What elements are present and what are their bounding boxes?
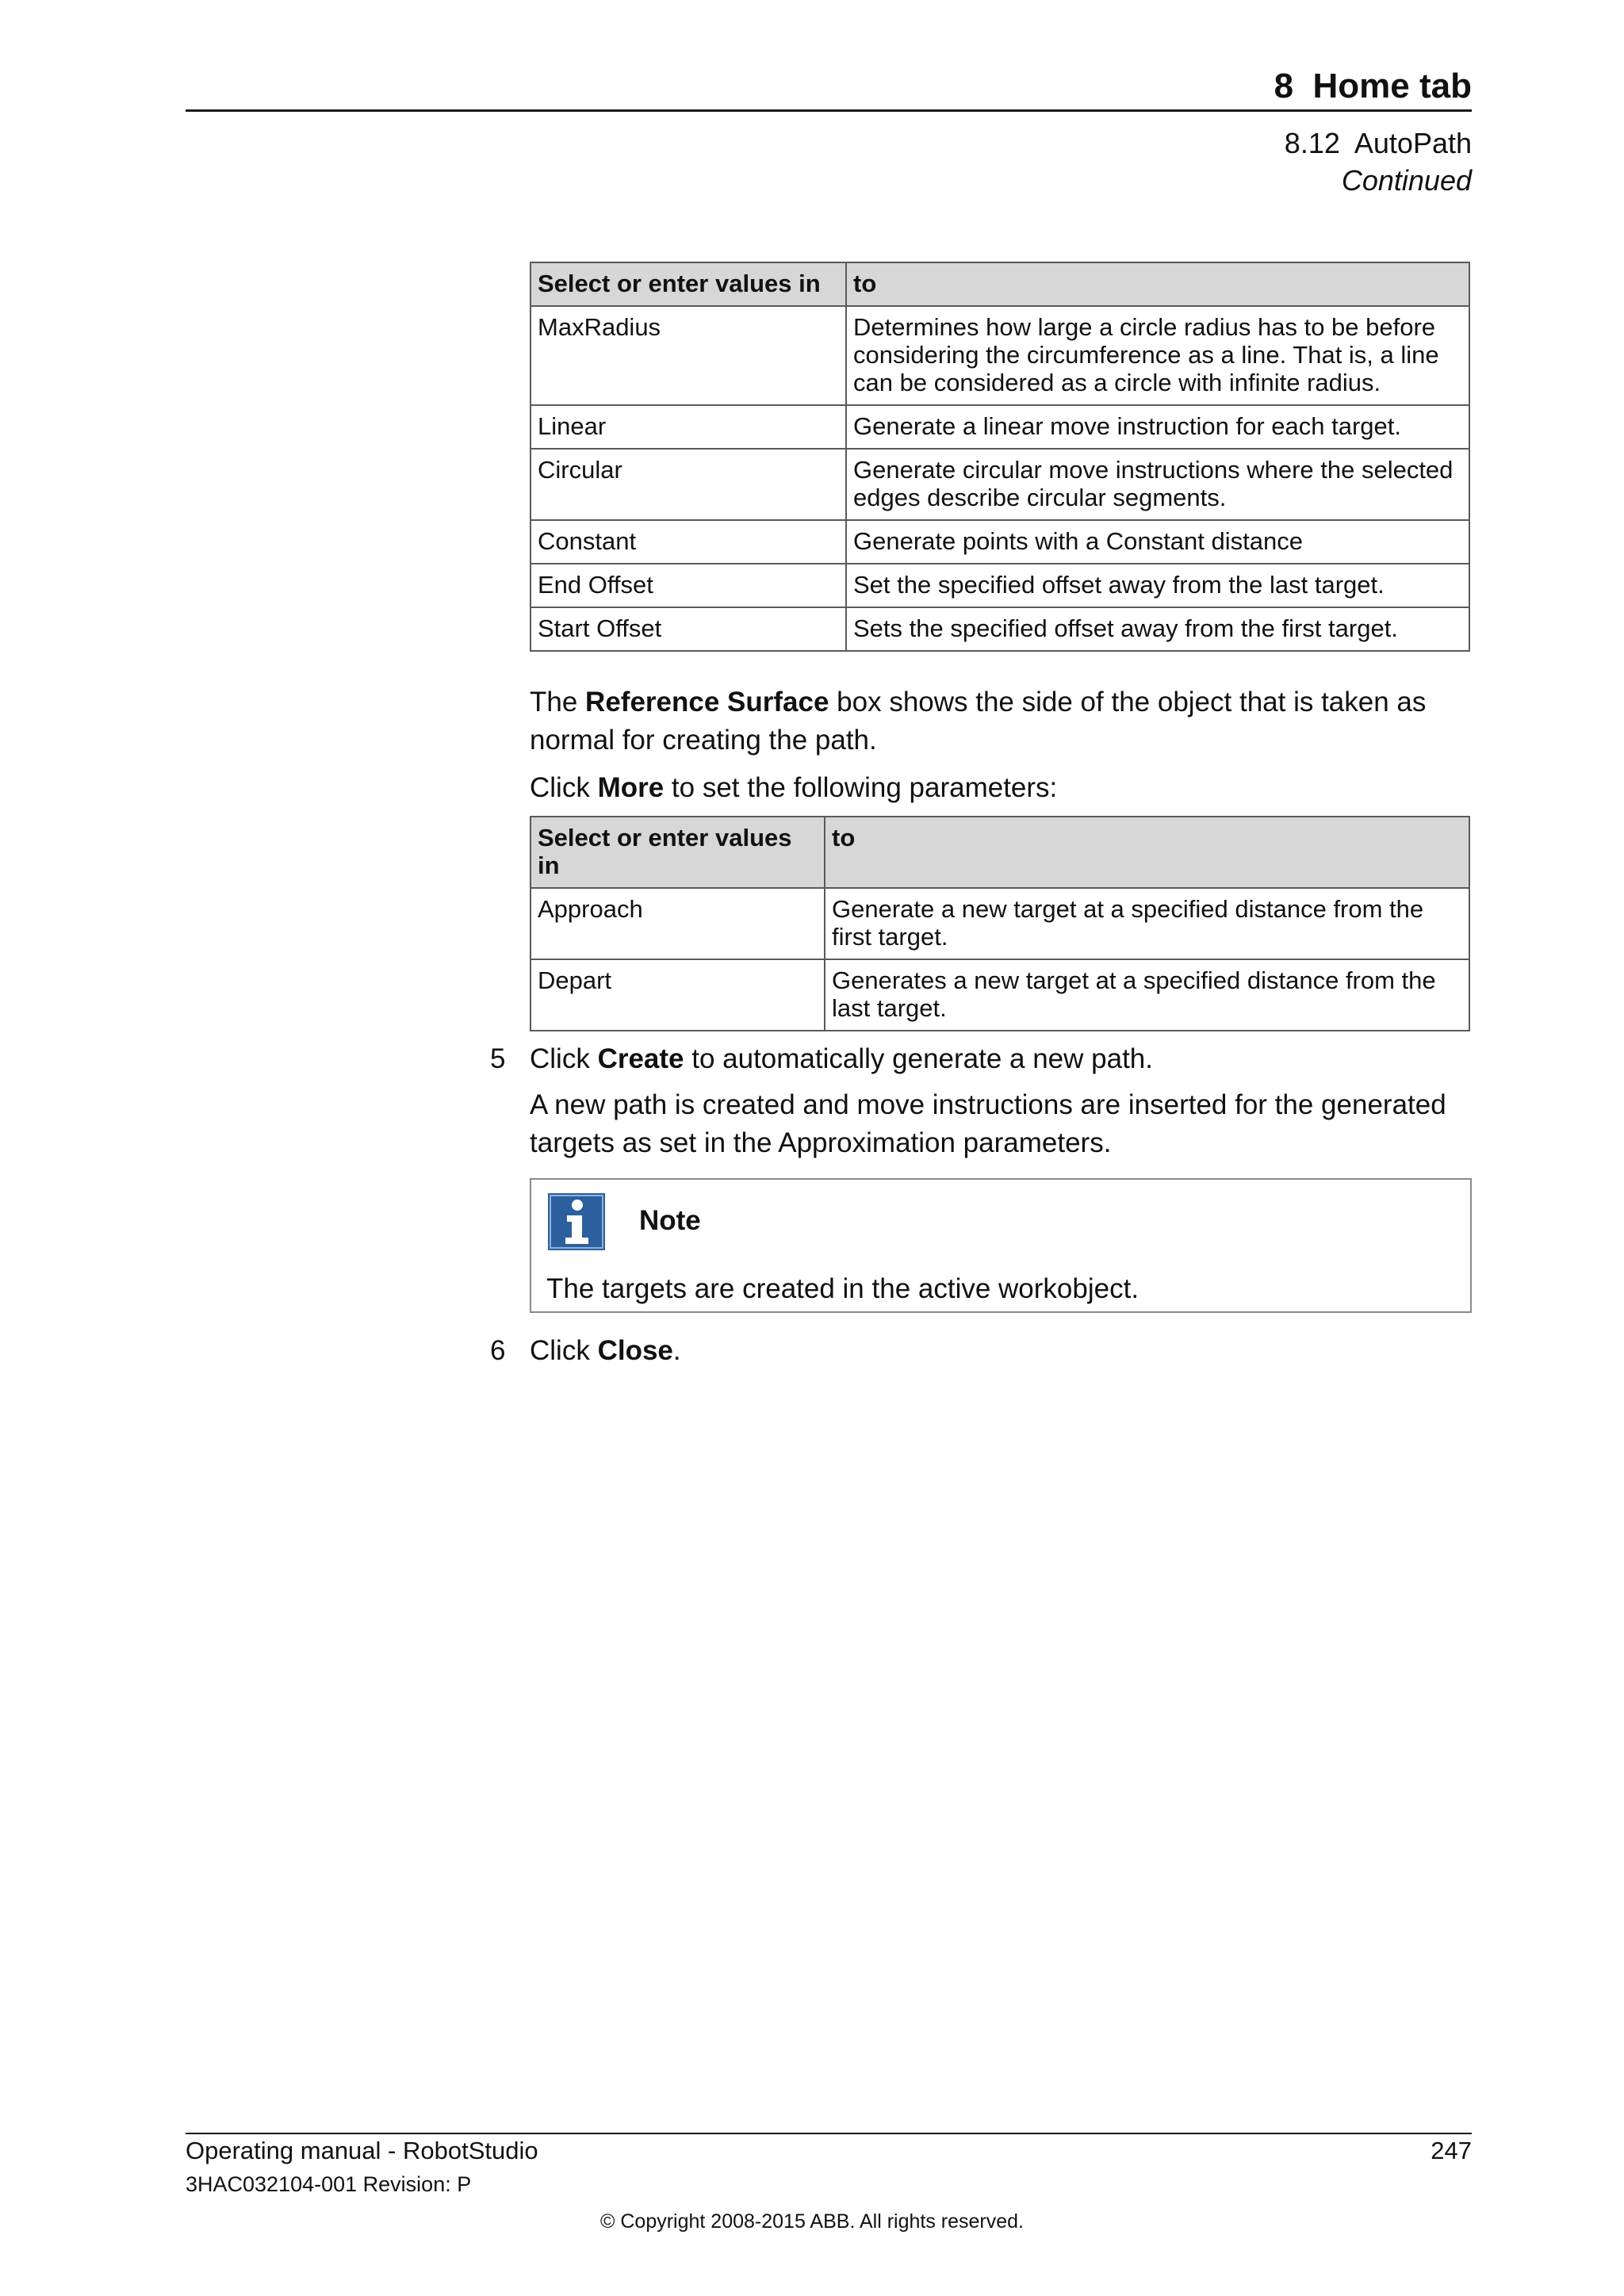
step-number: 5: [490, 1043, 506, 1074]
parameter-name: Circular: [530, 449, 846, 520]
text-run: Click: [530, 1043, 598, 1074]
parameter-description: Generate a linear move instruction for each target.: [846, 405, 1469, 449]
parameter-description: Set the specified offset away from the last target.: [846, 564, 1469, 607]
table-row: [530, 959, 1469, 1031]
footer-rule: [186, 2133, 1472, 2134]
parameter-description: Determines how large a circle radius has to be before considering the circumference as a line. That is, a line can be considered as a circle with infinite radius.: [846, 306, 1469, 405]
text-run: Click: [530, 1335, 598, 1366]
step-5-instruction: [530, 1040, 1473, 1078]
table-row: [530, 449, 1469, 520]
text-run: Click: [530, 772, 598, 803]
table-row: [530, 888, 1469, 959]
table-row: [530, 520, 1469, 564]
table-row: [530, 405, 1469, 449]
parameters-table: [530, 262, 1470, 652]
note-title: Note: [639, 1205, 701, 1236]
parameter-name: Approach: [530, 888, 825, 959]
document-id: 3HAC032104-001 Revision: P: [186, 2172, 472, 2196]
parameter-name: MaxRadius: [530, 306, 846, 405]
more-parameters-table: [530, 816, 1470, 1031]
info-icon: [548, 1193, 605, 1250]
parameter-description: Generate a new target at a specified distance from the first target.: [825, 888, 1469, 959]
parameter-description: Sets the specified offset away from the first target.: [846, 607, 1469, 651]
text-run: .: [672, 1335, 681, 1366]
parameter-name: End Offset: [530, 564, 846, 607]
note-box: [530, 1178, 1472, 1313]
text-run: box shows the side of the object that is taken as normal for creating the path.: [530, 687, 1427, 756]
bold-term: More: [597, 772, 665, 803]
step-number: 6: [490, 1335, 506, 1366]
parameter-name: Linear: [530, 405, 846, 449]
table-row: [530, 306, 1469, 405]
column-header: Select or enter values in: [530, 262, 846, 306]
text-run: to set the following parameters:: [664, 772, 1058, 803]
parameter-description: Generate circular move instructions where the selected edges describe circular segments.: [846, 449, 1469, 520]
header-rule: [186, 109, 1472, 112]
reference-surface-paragraph: [530, 683, 1473, 760]
column-header: Select or enter values in: [530, 817, 825, 888]
parameter-description: Generate points with a Constant distance: [846, 520, 1469, 564]
footer-manual-title: Operating manual - RobotStudio: [186, 2137, 538, 2164]
text-run: to automatically generate a new path.: [684, 1043, 1153, 1074]
continued-label: Continued: [1341, 164, 1472, 197]
table-row: [530, 607, 1469, 651]
copyright-notice: © Copyright 2008-2015 ABB. All rights reserved.: [600, 2210, 1024, 2233]
click-more-paragraph: [530, 769, 1473, 807]
bold-term: Close: [597, 1335, 673, 1366]
text-run: The: [530, 687, 586, 718]
column-header: to: [825, 817, 1469, 888]
bold-term: Create: [597, 1043, 684, 1074]
parameter-name: Start Offset: [530, 607, 846, 651]
parameter-name: Depart: [530, 959, 825, 1031]
note-text: The targets are created in the active workobject.: [546, 1273, 1139, 1304]
column-header: to: [846, 262, 1469, 306]
table-header-row: [530, 262, 1469, 306]
table-header-row: [530, 817, 1469, 888]
parameter-name: Constant: [530, 520, 846, 564]
chapter-title: 8 Home tab: [1274, 67, 1472, 105]
page-number: 247: [1431, 2137, 1472, 2164]
bold-term: Reference Surface: [585, 687, 829, 718]
step-6-instruction: [530, 1332, 1473, 1370]
parameter-description: Generates a new target at a specified distance from the last target.: [825, 959, 1469, 1031]
table-row: [530, 564, 1469, 607]
step-5-result: A new path is created and move instructions are inserted for the generated targets as set in the Approximation parameters.: [530, 1089, 1446, 1158]
section-title: 8.12 AutoPath: [1284, 127, 1472, 159]
